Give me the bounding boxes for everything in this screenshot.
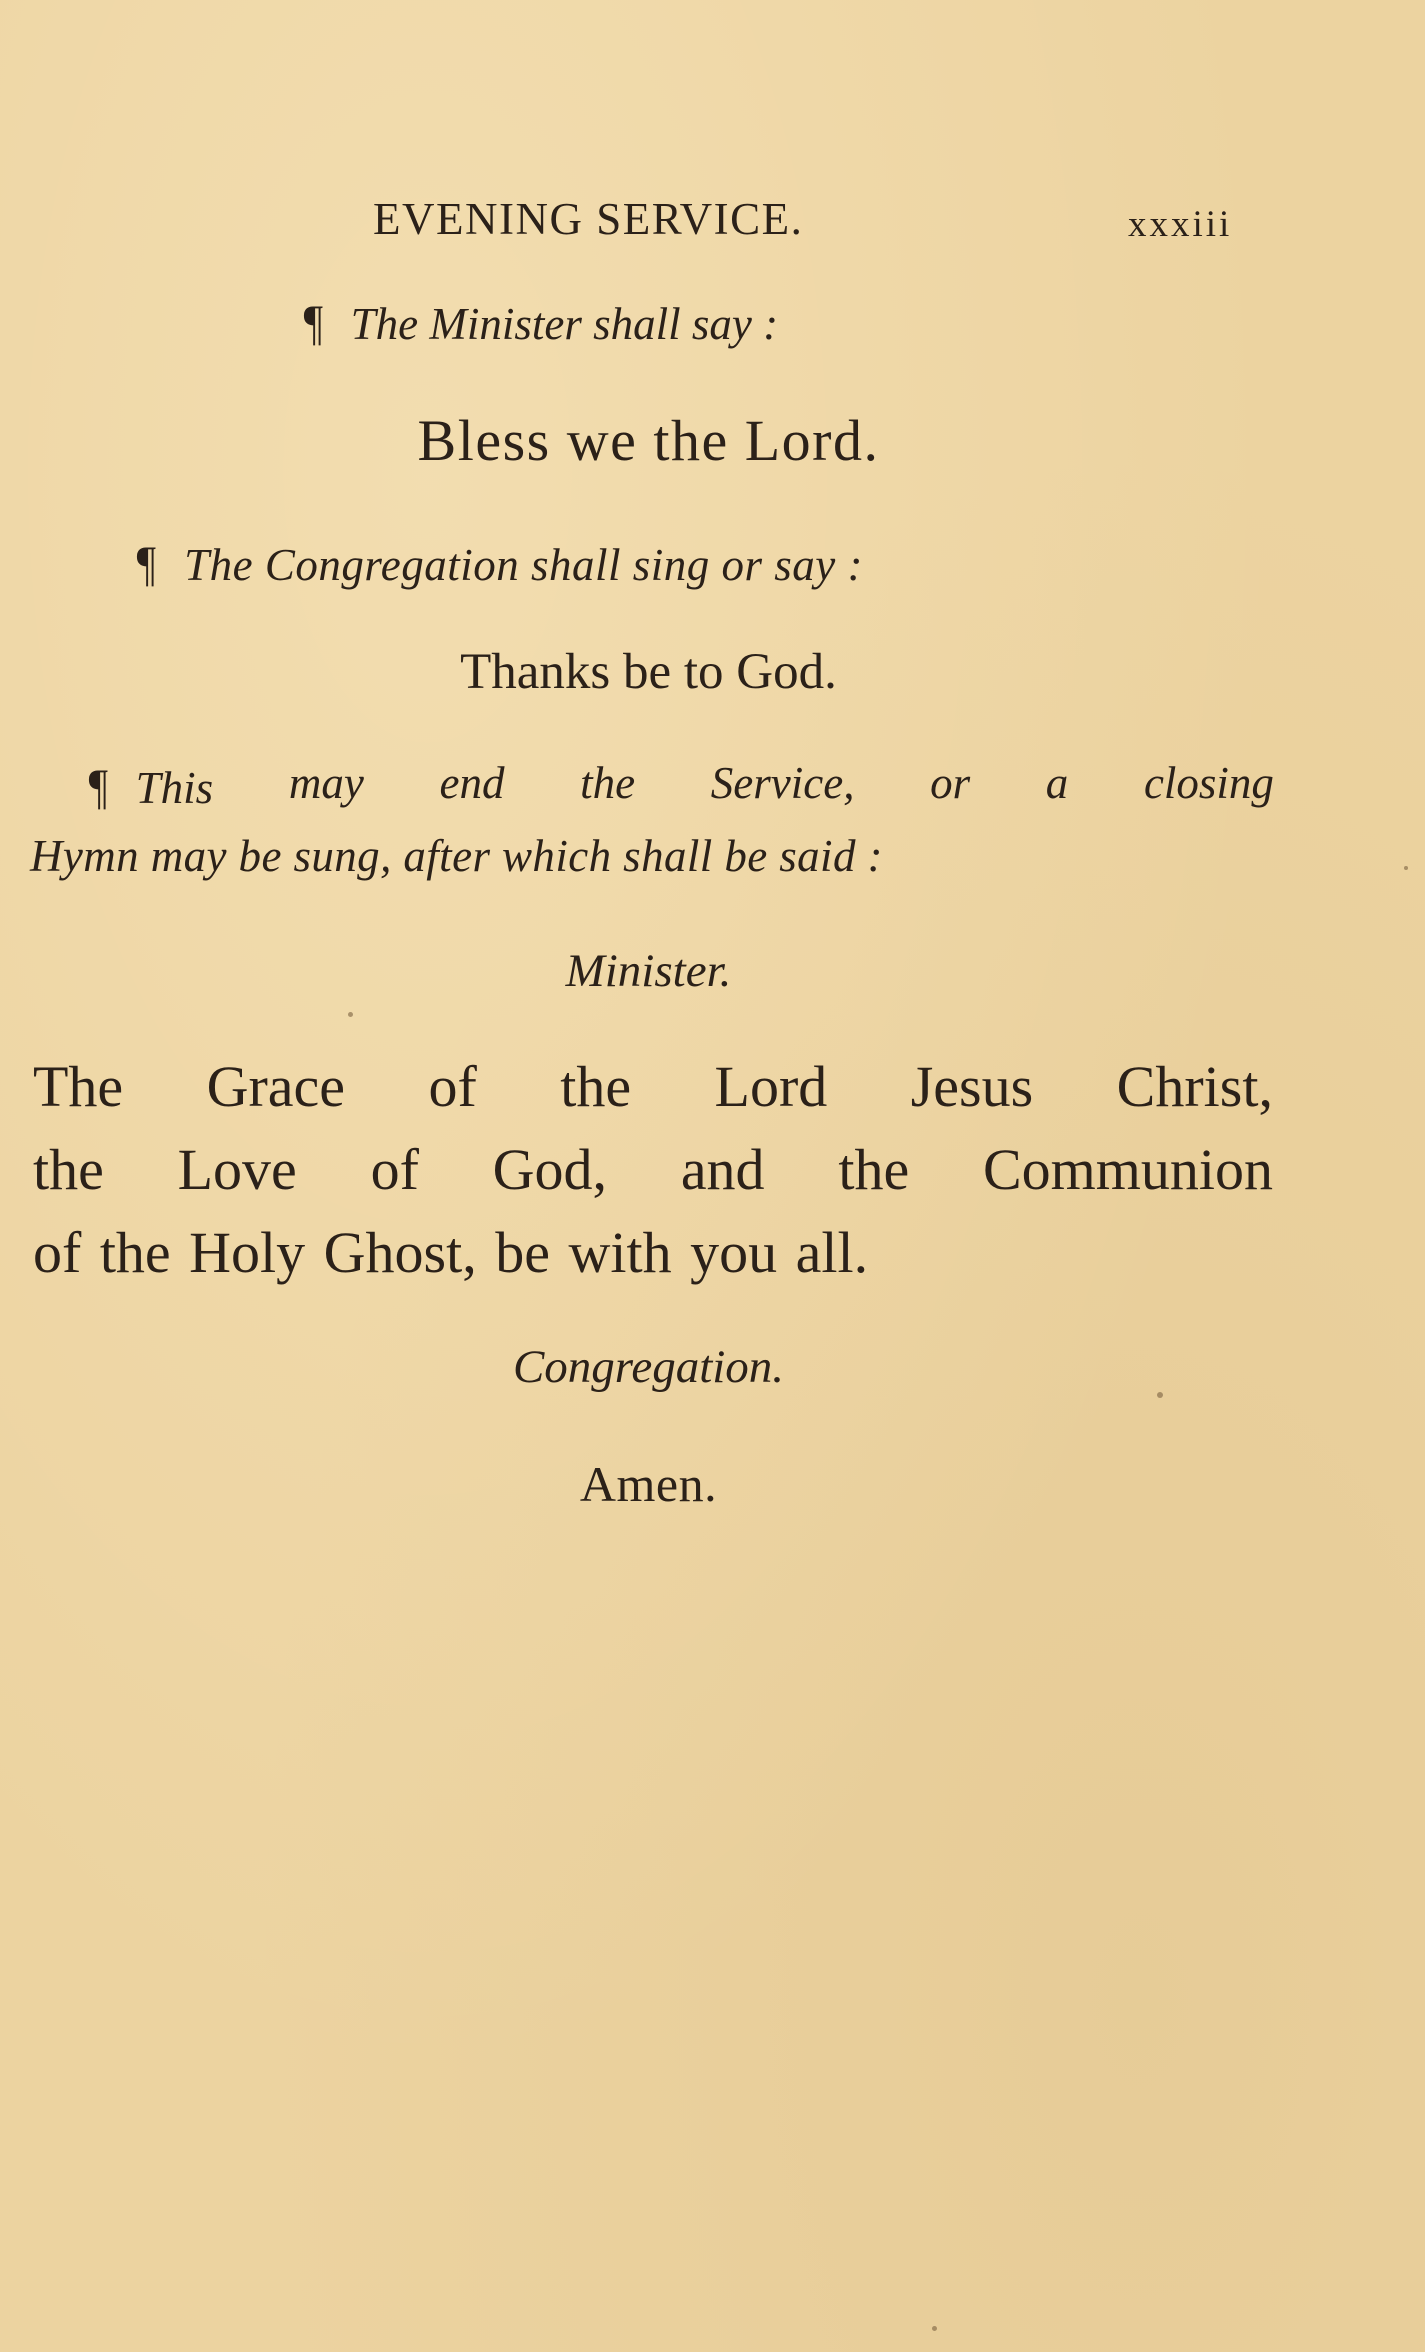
rubric-closing-line-2: Hymn may be sung, after which shall be said : [30, 831, 883, 881]
grace-word: Jesus [910, 1054, 1034, 1119]
grace-word: Love [177, 1137, 297, 1202]
rubric-word: Service, [710, 758, 855, 808]
paper-speck [1404, 866, 1408, 870]
pilcrow-icon: ¶ [303, 294, 323, 350]
rubric-word: closing [1143, 758, 1274, 808]
rubric-word: This [135, 763, 214, 813]
rubric-congregation-shall-sing [135, 534, 863, 592]
speaker-minister: Minister. [565, 945, 732, 997]
grace-word: God, [492, 1137, 608, 1202]
running-head: EVENING SERVICE. [373, 194, 804, 244]
grace-word: of [370, 1137, 419, 1202]
grace-word: Lord [714, 1054, 828, 1119]
grace-word: the [560, 1054, 632, 1119]
rubric-word: end [439, 758, 505, 808]
grace-word: Christ, [1116, 1054, 1273, 1119]
rubric-text: The Minister shall say : [350, 299, 779, 349]
rubric-word: a [1045, 758, 1069, 808]
rubric-word-group [87, 757, 213, 815]
grace-line-1 [33, 1045, 1273, 1128]
rubric-minister-shall-say [302, 293, 778, 351]
response-amen: Amen. [579, 1456, 718, 1512]
grace-word: and [680, 1137, 765, 1202]
grace-word: of [428, 1054, 477, 1119]
grace-line-3: of the Holy Ghost, be with you all. [33, 1220, 869, 1285]
grace-benediction [33, 1045, 1273, 1294]
response-thanks-be-to-god: Thanks be to God. [460, 644, 837, 700]
grace-line-2 [33, 1128, 1273, 1211]
paper-speck [1157, 1392, 1163, 1398]
paper-speck [932, 2326, 937, 2331]
rubric-word: or [930, 758, 971, 808]
grace-word: Communion [982, 1137, 1273, 1202]
rubric-closing-line-1 [87, 757, 1274, 815]
rubric-text: The Congregation shall sing or say : [184, 540, 864, 590]
rubric-word: may [288, 758, 364, 808]
rubric-word: the [580, 758, 636, 808]
grace-word: the [838, 1137, 910, 1202]
paper-speck [348, 1012, 353, 1017]
grace-word: Grace [206, 1054, 346, 1119]
speaker-congregation: Congregation. [512, 1341, 785, 1393]
grace-word: The [33, 1054, 124, 1119]
page-number: xxxiii [1128, 204, 1233, 245]
grace-word: the [33, 1137, 104, 1202]
pilcrow-icon: ¶ [88, 758, 108, 814]
versicle-bless-we-the-lord: Bless we the Lord. [417, 408, 880, 473]
pilcrow-icon: ¶ [136, 535, 157, 591]
